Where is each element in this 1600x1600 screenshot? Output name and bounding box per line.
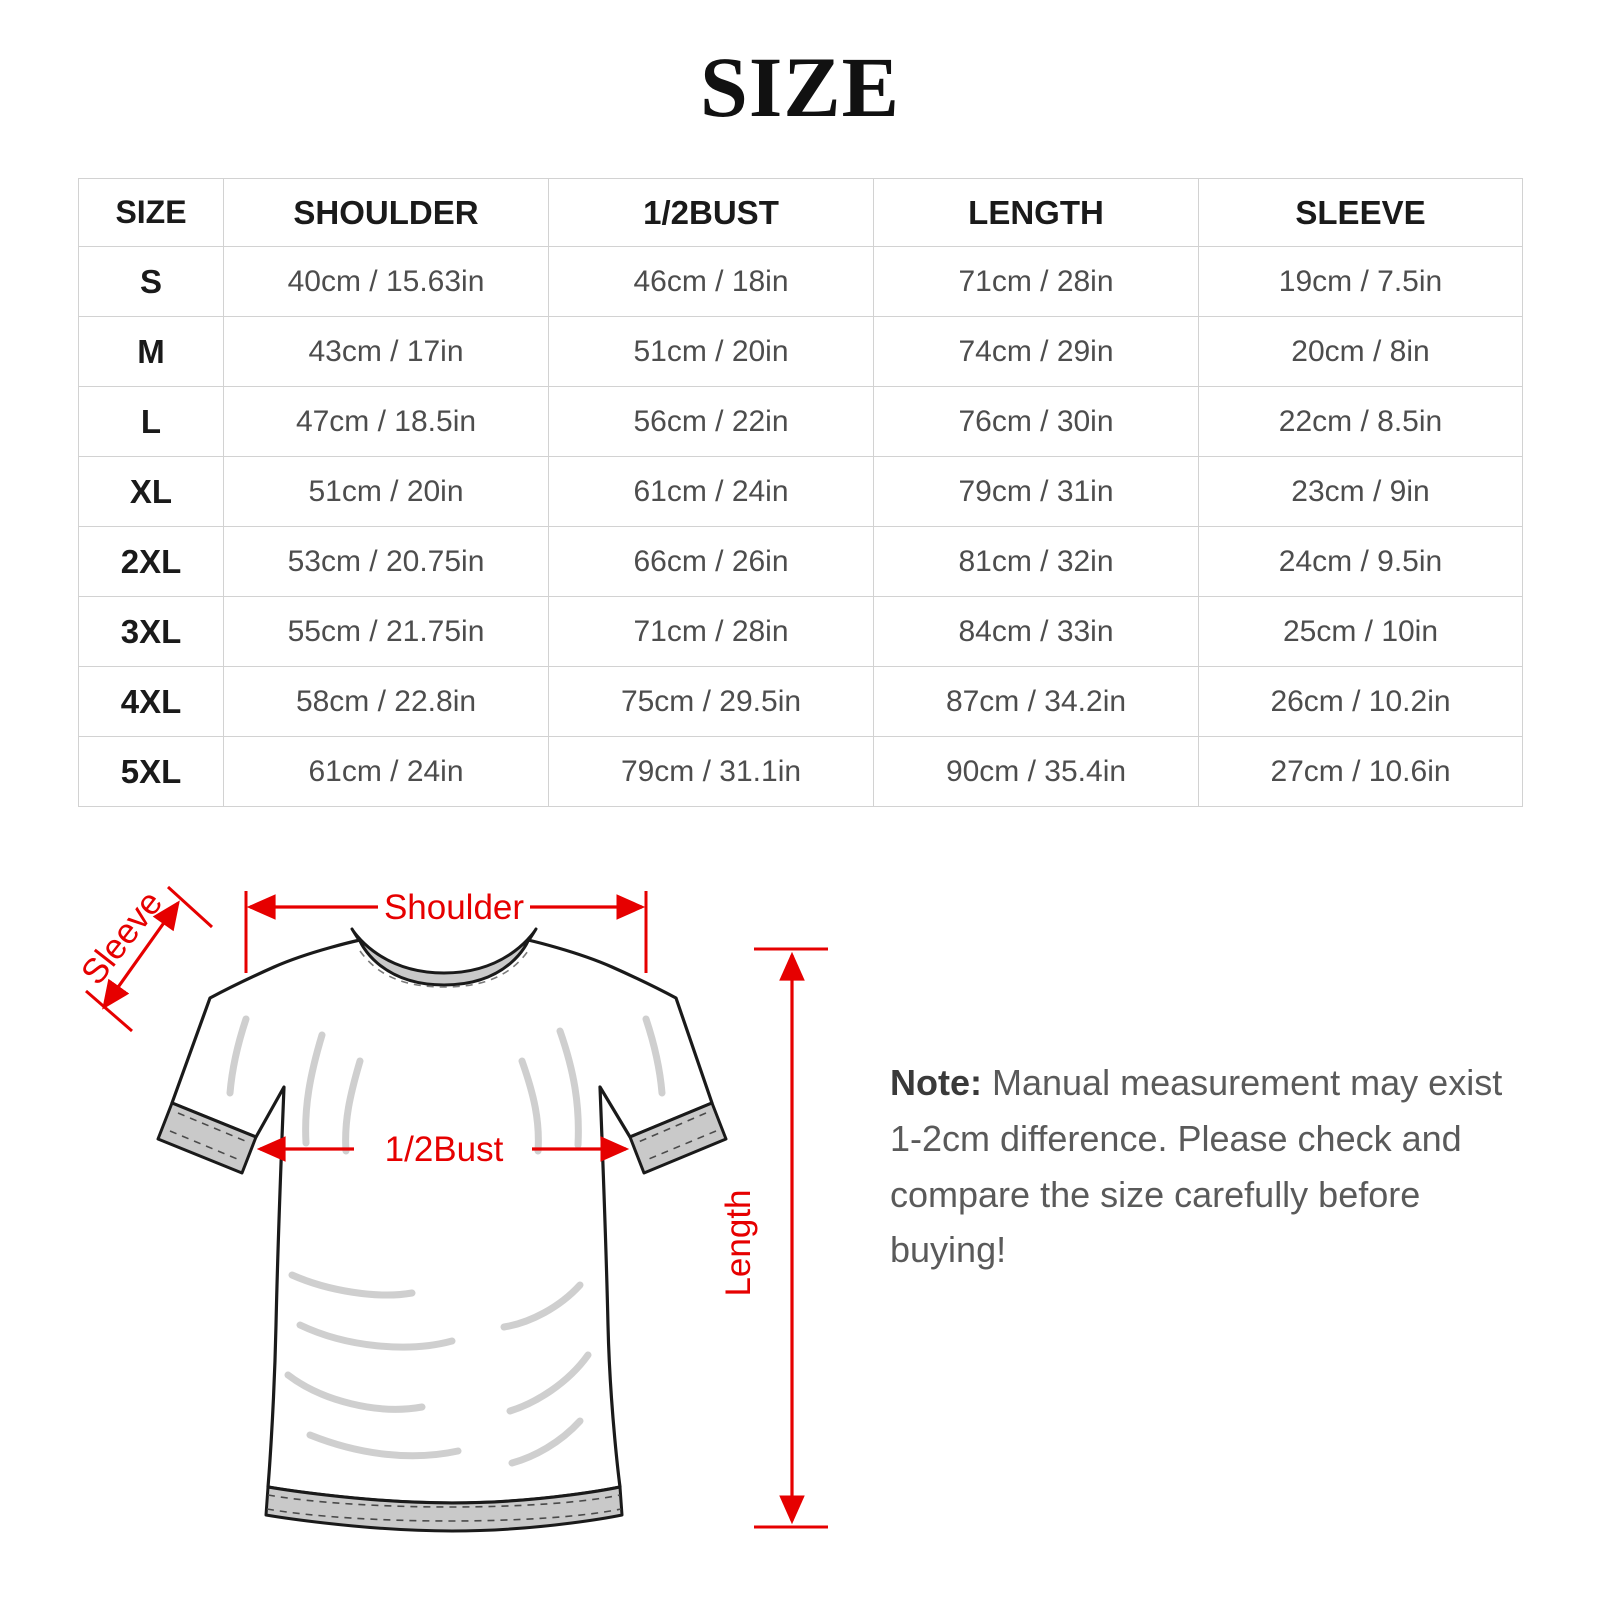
note-block <box>890 1055 1530 1278</box>
table-row <box>79 737 1523 807</box>
cell-size: 4XL <box>79 667 224 737</box>
cell-bust: 79cm / 31.1in <box>549 737 874 807</box>
cell-length: 76cm / 30in <box>874 387 1199 457</box>
cell-bust: 46cm / 18in <box>549 247 874 317</box>
cell-size: 2XL <box>79 527 224 597</box>
note-text: Manual measurement may exist 1-2cm difference. Please check and compare the size carefully before buying! <box>890 1062 1503 1271</box>
cell-shoulder: 43cm / 17in <box>224 317 549 387</box>
label-bust: 1/2Bust <box>384 1130 504 1169</box>
cell-size: 3XL <box>79 597 224 667</box>
cell-size: L <box>79 387 224 457</box>
length-measure <box>719 949 828 1527</box>
table-row <box>79 457 1523 527</box>
size-table-container <box>78 178 1522 807</box>
cell-sleeve: 23cm / 9in <box>1199 457 1523 527</box>
cell-length: 74cm / 29in <box>874 317 1199 387</box>
cell-sleeve: 25cm / 10in <box>1199 597 1523 667</box>
column-header-length: LENGTH <box>874 179 1199 247</box>
table-row <box>79 527 1523 597</box>
cell-sleeve: 19cm / 7.5in <box>1199 247 1523 317</box>
table-row <box>79 597 1523 667</box>
cell-sleeve: 24cm / 9.5in <box>1199 527 1523 597</box>
cell-shoulder: 40cm / 15.63in <box>224 247 549 317</box>
tshirt-graphic <box>158 929 726 1531</box>
size-table <box>78 178 1523 807</box>
cell-bust: 71cm / 28in <box>549 597 874 667</box>
cell-bust: 56cm / 22in <box>549 387 874 457</box>
table-header-row <box>79 179 1523 247</box>
cell-length: 71cm / 28in <box>874 247 1199 317</box>
label-shoulder: Shoulder <box>383 888 525 927</box>
cell-size: S <box>79 247 224 317</box>
cell-length: 84cm / 33in <box>874 597 1199 667</box>
cell-shoulder: 58cm / 22.8in <box>224 667 549 737</box>
tshirt-measurement-diagram <box>60 855 850 1555</box>
note-label: Note: <box>890 1062 982 1103</box>
cell-size: 5XL <box>79 737 224 807</box>
column-header-bust: 1/2BUST <box>549 179 874 247</box>
cell-shoulder: 47cm / 18.5in <box>224 387 549 457</box>
cell-bust: 51cm / 20in <box>549 317 874 387</box>
cell-sleeve: 22cm / 8.5in <box>1199 387 1523 457</box>
cell-length: 90cm / 35.4in <box>874 737 1199 807</box>
cell-shoulder: 51cm / 20in <box>224 457 549 527</box>
cell-sleeve: 26cm / 10.2in <box>1199 667 1523 737</box>
label-sleeve: Sleeve <box>73 883 171 992</box>
cell-shoulder: 55cm / 21.75in <box>224 597 549 667</box>
column-header-size: SIZE <box>79 179 224 247</box>
cell-length: 87cm / 34.2in <box>874 667 1199 737</box>
column-header-sleeve: SLEEVE <box>1199 179 1523 247</box>
table-row <box>79 317 1523 387</box>
cell-sleeve: 27cm / 10.6in <box>1199 737 1523 807</box>
cell-shoulder: 61cm / 24in <box>224 737 549 807</box>
cell-sleeve: 20cm / 8in <box>1199 317 1523 387</box>
page-title: SIZE <box>699 39 901 135</box>
tshirt-outline <box>172 940 712 1503</box>
sleeve-measure <box>74 884 212 1031</box>
label-length: Length <box>719 1189 758 1297</box>
cell-bust: 61cm / 24in <box>549 457 874 527</box>
table-row <box>79 387 1523 457</box>
cell-length: 79cm / 31in <box>874 457 1199 527</box>
cell-shoulder: 53cm / 20.75in <box>224 527 549 597</box>
cell-size: XL <box>79 457 224 527</box>
cell-length: 81cm / 32in <box>874 527 1199 597</box>
column-header-shoulder: SHOULDER <box>224 179 549 247</box>
cell-size: M <box>79 317 224 387</box>
cell-bust: 66cm / 26in <box>549 527 874 597</box>
table-row <box>79 667 1523 737</box>
cell-bust: 75cm / 29.5in <box>549 667 874 737</box>
table-row <box>79 247 1523 317</box>
